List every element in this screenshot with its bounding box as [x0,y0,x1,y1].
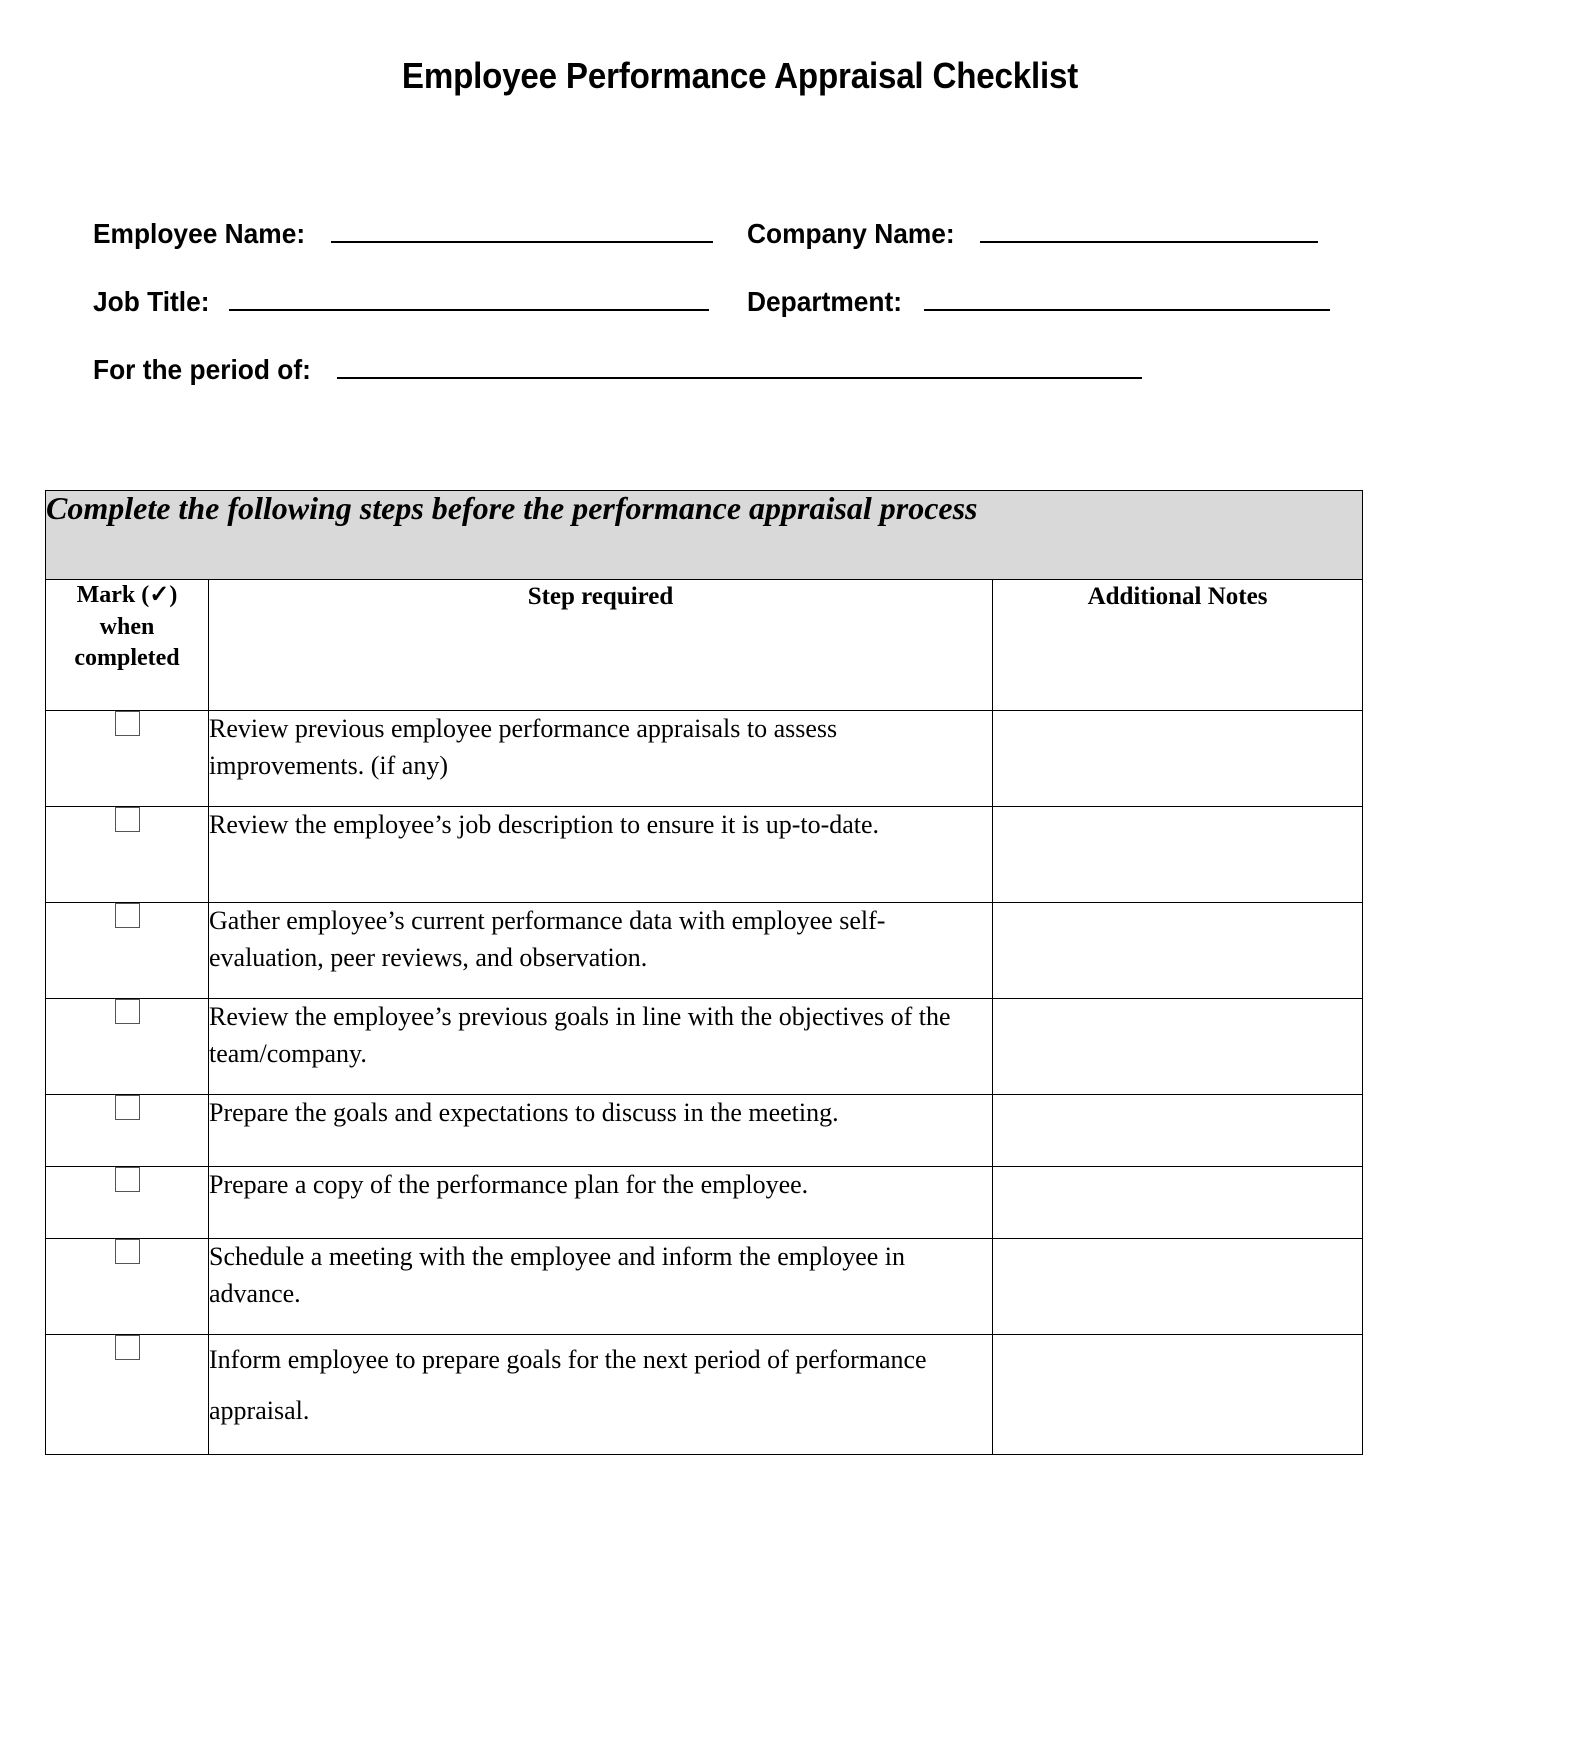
employee-name-label: Employee Name: [93,218,306,249]
company-name-label: Company Name: [747,218,955,249]
empty-checkbox-icon[interactable] [115,1239,140,1264]
row-checkbox-cell[interactable] [46,1239,209,1335]
job-title-label: Job Title: [93,286,210,317]
period-field-group [93,354,1142,386]
row-checkbox-cell[interactable] [46,999,209,1095]
table-banner-cell [46,491,1363,580]
row-checkbox-cell[interactable] [46,807,209,903]
period-input[interactable] [337,354,1142,379]
job-title-input[interactable] [229,286,709,311]
employee-name-field-group [93,218,713,250]
column-header-mark-line3: completed [74,645,180,672]
row-checkbox-cell[interactable] [46,711,209,807]
row-step-text: Schedule a meeting with the employee and inform the employee in advance. [209,1239,993,1335]
row-step-text: Inform employee to prepare goals for the next period of performance appraisal. [209,1335,993,1455]
row-notes-cell[interactable] [993,1167,1363,1239]
empty-checkbox-icon[interactable] [115,903,140,928]
employee-info-form [93,212,1513,416]
table-row [46,1335,1363,1455]
column-header-notes: Additional Notes [993,580,1363,711]
row-notes-cell[interactable] [993,1095,1363,1167]
empty-checkbox-icon[interactable] [115,1167,140,1192]
row-notes-cell[interactable] [993,1335,1363,1455]
job-title-field-group [93,286,709,318]
row-step-text: Prepare a copy of the performance plan for the employee. [209,1167,993,1239]
table-row [46,903,1363,999]
table-row [46,1095,1363,1167]
table-banner-text: Complete the following steps before the performance appraisal process [46,490,978,526]
form-row-1 [93,212,1513,280]
column-header-mark-line2: when [99,613,155,640]
period-label: For the period of: [93,354,311,385]
row-checkbox-cell[interactable] [46,1095,209,1167]
empty-checkbox-icon[interactable] [115,1335,140,1360]
department-label: Department: [747,286,903,317]
row-step-text: Review the employee’s previous goals in line with the objectives of the team/company. [209,999,993,1095]
row-step-text: Review the employee’s job description to ensure it is up-to-date. [209,807,993,903]
row-notes-cell[interactable] [993,711,1363,807]
empty-checkbox-icon[interactable] [115,999,140,1024]
row-notes-cell[interactable] [993,1239,1363,1335]
table-row [46,1167,1363,1239]
checklist-table [45,490,1363,1455]
department-input[interactable] [924,286,1330,311]
table-banner-row [46,491,1363,580]
empty-checkbox-icon[interactable] [115,1095,140,1120]
row-checkbox-cell[interactable] [46,1167,209,1239]
employee-name-input[interactable] [331,218,713,243]
table-header-row [46,580,1363,711]
company-name-input[interactable] [980,218,1318,243]
row-notes-cell[interactable] [993,999,1363,1095]
row-step-text: Gather employee’s current performance data with employee self-evaluation, peer reviews, and observation. [209,903,993,999]
page-title: Employee Performance Appraisal Checklist [401,55,1079,96]
row-step-text: Review previous employee performance appraisals to assess improvements. (if any) [209,711,993,807]
empty-checkbox-icon[interactable] [115,807,140,832]
column-header-mark [46,580,209,711]
column-header-step: Step required [209,580,993,711]
form-row-3 [93,348,1513,416]
row-checkbox-cell[interactable] [46,1335,209,1455]
row-notes-cell[interactable] [993,903,1363,999]
column-header-mark-line1: Mark (✓) [76,582,178,608]
table-row [46,807,1363,903]
row-notes-cell[interactable] [993,807,1363,903]
company-name-field-group [747,218,1318,250]
table-row [46,711,1363,807]
empty-checkbox-icon[interactable] [115,711,140,736]
table-row [46,999,1363,1095]
row-step-text: Prepare the goals and expectations to discuss in the meeting. [209,1095,993,1167]
form-row-2 [93,280,1513,348]
department-field-group [747,286,1330,318]
table-row [46,1239,1363,1335]
row-checkbox-cell[interactable] [46,903,209,999]
